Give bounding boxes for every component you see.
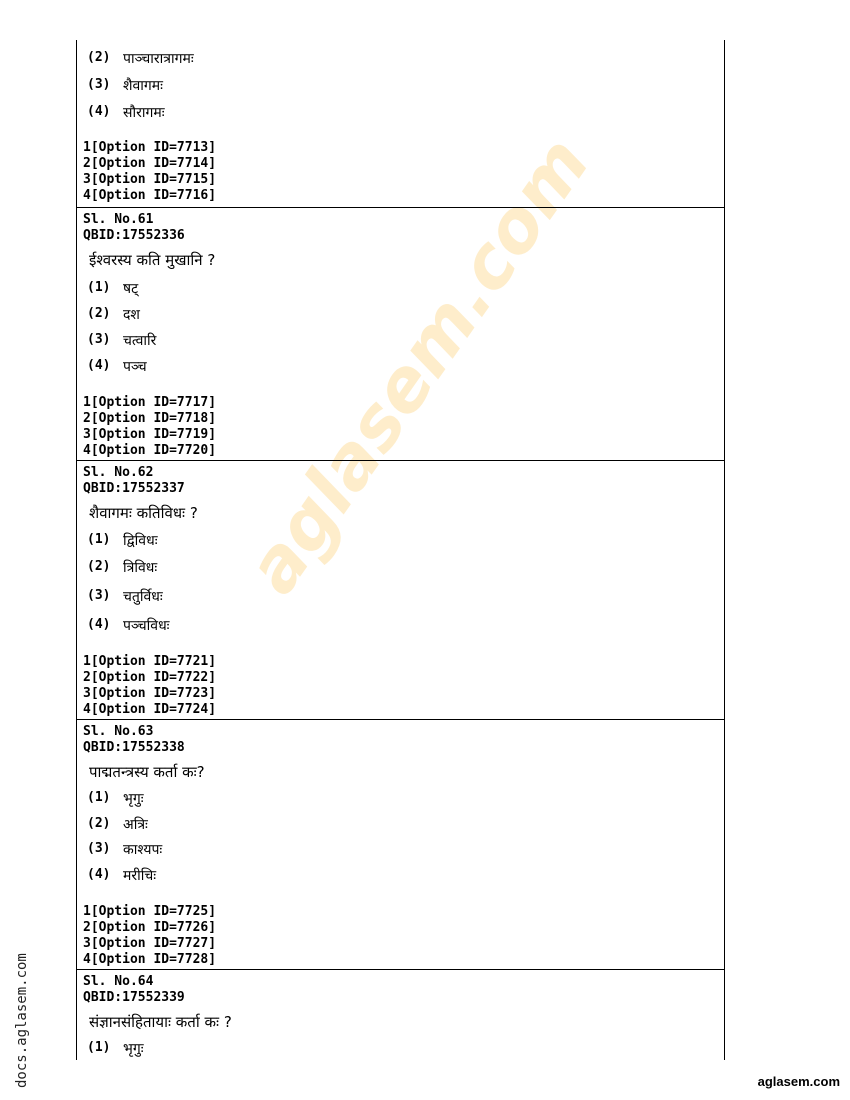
- qbid: QBID:17552339: [83, 990, 185, 1005]
- option-text: भृगुः: [123, 1041, 144, 1057]
- option-id: 4[Option ID=7728]: [83, 952, 217, 967]
- option-number: (2): [87, 816, 111, 831]
- question-62: [77, 460, 724, 720]
- option-id: 3[Option ID=7727]: [83, 936, 217, 951]
- option-number: (1): [87, 1040, 111, 1055]
- option-id: 1[Option ID=7725]: [83, 904, 217, 919]
- footer-brand: aglasem.com: [757, 1074, 840, 1089]
- option-number: (2): [87, 50, 111, 65]
- serial-number: Sl. No.62: [83, 465, 154, 480]
- serial-number: Sl. No.64: [83, 974, 154, 989]
- option-id-list: [83, 140, 216, 204]
- question-text: संज्ञानसंहितायाः कर्ता कः ?: [89, 1013, 232, 1031]
- question-63: [77, 719, 724, 970]
- qbid: QBID:17552337: [83, 481, 185, 496]
- option-number: (3): [87, 332, 111, 347]
- option-text: काश्यपः: [123, 842, 163, 858]
- option-id: 4[Option ID=7724]: [83, 702, 217, 717]
- option-id: 1[Option ID=7713]: [83, 140, 217, 155]
- option-id: 4[Option ID=7720]: [83, 443, 217, 458]
- option-text: दश: [123, 307, 140, 323]
- option-number: (1): [87, 790, 111, 805]
- serial-number: Sl. No.61: [83, 212, 154, 227]
- option-text: सौरागमः: [123, 105, 165, 121]
- option-text: द्विविधः: [123, 533, 158, 549]
- option-number: (3): [87, 841, 111, 856]
- option-number: (2): [87, 559, 111, 574]
- question-60-continued: [77, 40, 724, 207]
- side-source-label: docs.aglasem.com: [14, 953, 30, 1088]
- qbid: QBID:17552336: [83, 228, 185, 243]
- option-number: (3): [87, 77, 111, 92]
- option-id-list: [83, 395, 216, 459]
- option-number: (3): [87, 588, 111, 603]
- option-number: (4): [87, 867, 111, 882]
- option-number: (1): [87, 280, 111, 295]
- option-text: पञ्च: [123, 359, 147, 375]
- option-number: (2): [87, 306, 111, 321]
- option-number: (4): [87, 617, 111, 632]
- option-text: चतुर्विधः: [123, 589, 163, 605]
- option-id: 1[Option ID=7717]: [83, 395, 217, 410]
- option-id: 3[Option ID=7719]: [83, 427, 217, 442]
- option-text: अत्रिः: [123, 817, 148, 833]
- option-id: 2[Option ID=7714]: [83, 156, 217, 171]
- option-text: शैवागमः: [123, 78, 164, 94]
- option-id: 3[Option ID=7715]: [83, 172, 217, 187]
- option-id: 2[Option ID=7726]: [83, 920, 217, 935]
- option-text: चत्वारि: [123, 333, 157, 349]
- serial-number: Sl. No.63: [83, 724, 154, 739]
- option-text: षट्: [123, 281, 139, 297]
- option-id: 2[Option ID=7722]: [83, 670, 217, 685]
- option-id: 4[Option ID=7716]: [83, 188, 217, 203]
- option-id: 2[Option ID=7718]: [83, 411, 217, 426]
- option-number: (1): [87, 532, 111, 547]
- option-text: पाञ्चारात्रागमः: [123, 51, 194, 67]
- question-61: [77, 207, 724, 461]
- option-id-list: [83, 904, 216, 968]
- option-text: त्रिविधः: [123, 560, 158, 576]
- question-64: [77, 969, 724, 1061]
- question-text: पाद्मतन्त्रस्य कर्ता कः?: [89, 763, 205, 781]
- option-id: 1[Option ID=7721]: [83, 654, 217, 669]
- option-id-list: [83, 654, 216, 718]
- option-number: (4): [87, 104, 111, 119]
- watermark: aglasem.com: [230, 122, 606, 609]
- option-text: मरीचिः: [123, 868, 157, 884]
- option-id: 3[Option ID=7723]: [83, 686, 217, 701]
- question-paper-frame: [76, 40, 725, 1060]
- question-text: शैवागमः कतिविधः ?: [89, 504, 198, 522]
- option-text: भृगुः: [123, 791, 144, 807]
- qbid: QBID:17552338: [83, 740, 185, 755]
- question-text: ईश्वरस्य कति मुखानि ?: [89, 251, 216, 269]
- option-number: (4): [87, 358, 111, 373]
- option-text: पञ्चविधः: [123, 618, 170, 634]
